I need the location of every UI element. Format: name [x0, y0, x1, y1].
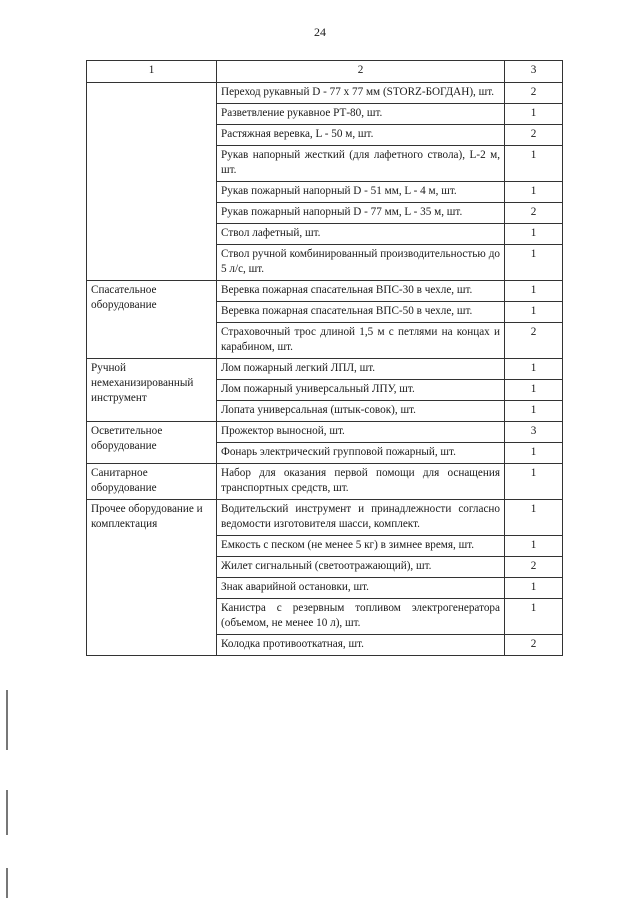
category-cell: Осветительное оборудование [87, 422, 217, 464]
column-header: 2 [217, 61, 505, 83]
item-quantity-cell: 1 [505, 302, 563, 323]
item-name-cell: Рукав пожарный напорный D - 77 мм, L - 35 м, шт. [217, 203, 505, 224]
item-quantity-cell: 1 [505, 536, 563, 557]
category-cell: Спасательное оборудование [87, 281, 217, 359]
item-name-cell: Веревка пожарная спасательная ВПС-30 в чехле, шт. [217, 281, 505, 302]
category-cell: Ручной немеханизированный инструмент [87, 359, 217, 422]
category-cell [87, 83, 217, 281]
item-quantity-cell: 3 [505, 422, 563, 443]
page-number: 24 [314, 25, 326, 39]
item-name-cell: Знак аварийной остановки, шт. [217, 578, 505, 599]
item-quantity-cell: 1 [505, 104, 563, 125]
item-quantity-cell: 1 [505, 578, 563, 599]
item-quantity-cell: 1 [505, 359, 563, 380]
item-name-cell: Рукав пожарный напорный D - 51 мм, L - 4 м, шт. [217, 182, 505, 203]
table-row [87, 464, 563, 500]
table-row [87, 359, 563, 380]
item-quantity-cell: 1 [505, 146, 563, 182]
item-quantity-cell: 2 [505, 125, 563, 146]
column-header: 1 [87, 61, 217, 83]
item-quantity-cell: 2 [505, 83, 563, 104]
table-header-row [87, 61, 563, 83]
item-quantity-cell: 2 [505, 203, 563, 224]
item-quantity-cell: 2 [505, 557, 563, 578]
item-name-cell: Колодка противооткатная, шт. [217, 635, 505, 656]
item-quantity-cell: 1 [505, 380, 563, 401]
item-name-cell: Лом пожарный универсальный ЛПУ, шт. [217, 380, 505, 401]
item-name-cell: Лопата универсальная (штык-совок), шт. [217, 401, 505, 422]
column-header: 3 [505, 61, 563, 83]
item-quantity-cell: 2 [505, 635, 563, 656]
item-name-cell: Ствол лафетный, шт. [217, 224, 505, 245]
item-name-cell: Фонарь электрический групповой пожарный, шт. [217, 443, 505, 464]
table-row [87, 83, 563, 104]
category-cell: Санитарное оборудование [87, 464, 217, 500]
item-quantity-cell: 1 [505, 500, 563, 536]
item-name-cell: Переход рукавный D - 77 х 77 мм (STORZ-БОГДАН), шт. [217, 83, 505, 104]
item-name-cell: Емкость с песком (не менее 5 кг) в зимнее время, шт. [217, 536, 505, 557]
table-row [87, 281, 563, 302]
item-name-cell: Лом пожарный легкий ЛПЛ, шт. [217, 359, 505, 380]
item-name-cell: Прожектор выносной, шт. [217, 422, 505, 443]
table-body [87, 83, 563, 656]
item-quantity-cell: 1 [505, 599, 563, 635]
item-quantity-cell: 1 [505, 443, 563, 464]
table-row [87, 422, 563, 443]
item-quantity-cell: 1 [505, 464, 563, 500]
item-name-cell: Растяжная веревка, L - 50 м, шт. [217, 125, 505, 146]
item-quantity-cell: 1 [505, 281, 563, 302]
item-name-cell: Страховочный трос длиной 1,5 м с петлями на концах и карабином, шт. [217, 323, 505, 359]
item-quantity-cell: 1 [505, 224, 563, 245]
item-quantity-cell: 1 [505, 401, 563, 422]
category-cell: Прочее оборудование и комплектация [87, 500, 217, 656]
item-name-cell: Жилет сигнальный (светоотражающий), шт. [217, 557, 505, 578]
scan-artifact-mark [6, 790, 8, 835]
scan-artifact-mark [6, 690, 8, 750]
item-name-cell: Набор для оказания первой помощи для оснащения транспортных средств, шт. [217, 464, 505, 500]
item-name-cell: Водительский инструмент и принадлежности согласно ведомости изготовителя шасси, комплект. [217, 500, 505, 536]
table-row [87, 500, 563, 536]
item-quantity-cell: 1 [505, 182, 563, 203]
item-name-cell: Ствол ручной комбинированный производительностью до 5 л/с, шт. [217, 245, 505, 281]
item-name-cell: Канистра с резервным топливом электрогенератора (объемом, не менее 10 л), шт. [217, 599, 505, 635]
item-quantity-cell: 2 [505, 323, 563, 359]
equipment-table [86, 60, 563, 656]
item-name-cell: Разветвление рукавное РТ-80, шт. [217, 104, 505, 125]
item-quantity-cell: 1 [505, 245, 563, 281]
item-name-cell: Рукав напорный жесткий (для лафетного ствола), L-2 м, шт. [217, 146, 505, 182]
scan-artifact-mark [6, 868, 8, 898]
item-name-cell: Веревка пожарная спасательная ВПС-50 в чехле, шт. [217, 302, 505, 323]
